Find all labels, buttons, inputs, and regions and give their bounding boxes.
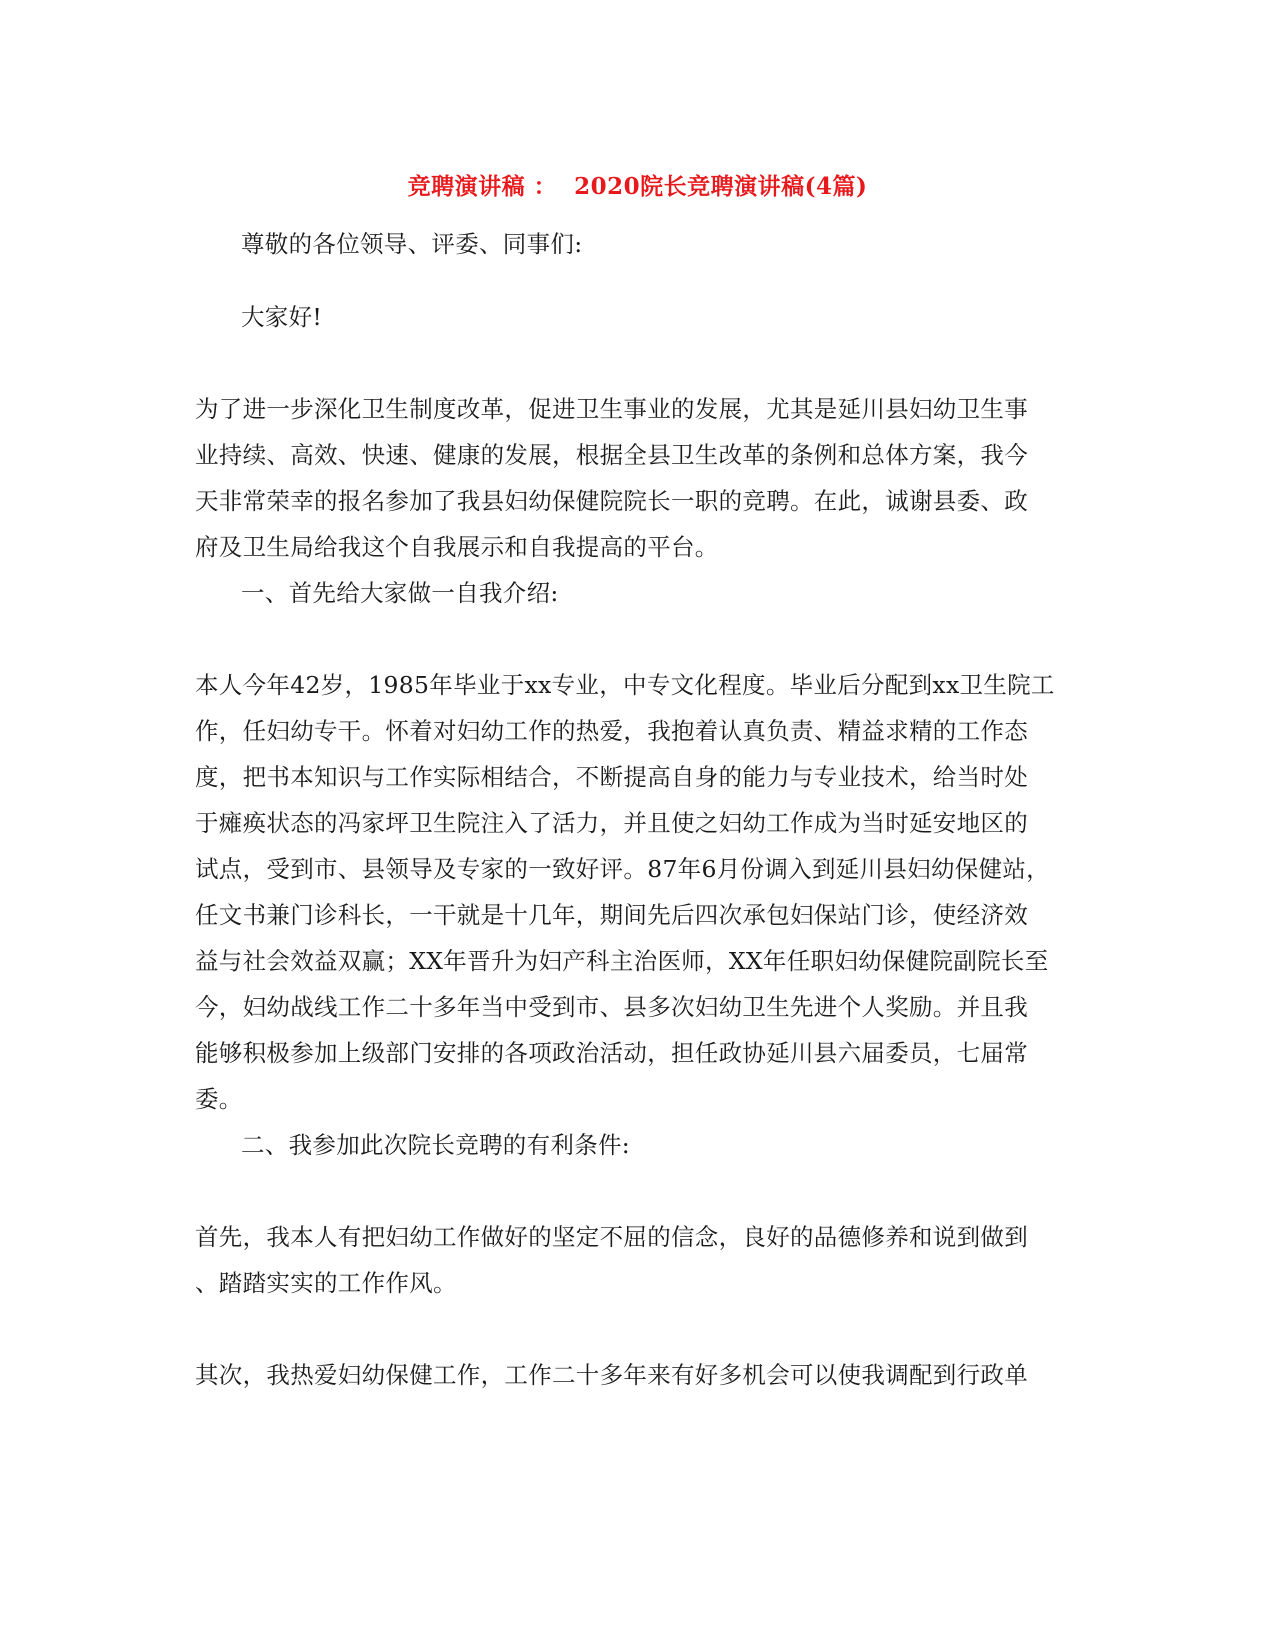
paragraph-2-line: 今，妇幼战线工作二十多年当中受到市、县多次妇幼卫生先进个人奖励。并且我 — [195, 993, 1028, 1021]
paragraph-3-line: 首先，我本人有把妇幼工作做好的坚定不屈的信念，良好的品德修养和说到做到 — [195, 1223, 1028, 1251]
paragraph-2-line: 益与社会效益双赢；XX年晋升为妇产科主治医师，XX年任职妇幼保健院副院长至 — [195, 947, 1049, 975]
paragraph-4-line: 其次，我热爱妇幼保健工作，工作二十多年来有好多机会可以使我调配到行政单 — [195, 1361, 1028, 1389]
paragraph-2-line: 任文书兼门诊科长，一干就是十几年，期间先后四次承包妇保站门诊，使经济效 — [195, 901, 1028, 929]
paragraph-2-line: 试点，受到市、县领导及专家的一致好评。87年6月份调入到延川县妇幼保健站， — [195, 855, 1050, 883]
paragraph-3-line: 、踏踏实实的工作作风。 — [195, 1269, 457, 1297]
paragraph-2-line: 度，把书本知识与工作实际相结合，不断提高自身的能力与专业技术，给当时处 — [195, 763, 1028, 791]
section-heading-1: 一、首先给大家做一自我介绍: — [241, 579, 559, 607]
greeting-line: 尊敬的各位领导、评委、同事们: — [241, 230, 583, 258]
paragraph-1-line: 为了进一步深化卫生制度改革，促进卫生事业的发展，尤其是延川县妇幼卫生事 — [195, 395, 1028, 423]
paragraph-1-line: 天非常荣幸的报名参加了我县妇幼保健院院长一职的竞聘。在此，诚谢县委、政 — [195, 487, 1028, 515]
paragraph-2-line: 能够积极参加上级部门安排的各项政治活动，担任政协延川县六届委员，七届常 — [195, 1039, 1028, 1067]
paragraph-2-line: 于瘫痪状态的冯家坪卫生院注入了活力，并且使之妇幼工作成为当时延安地区的 — [195, 809, 1028, 837]
document-title: 竞聘演讲稿 ： 2020院长竞聘演讲稿(4篇) — [407, 173, 868, 200]
section-heading-2: 二、我参加此次院长竞聘的有利条件: — [241, 1131, 631, 1159]
paragraph-2-line: 作，任妇幼专干。怀着对妇幼工作的热爱，我抱着认真负责、精益求精的工作态 — [195, 717, 1028, 745]
paragraph-2-line: 本人今年42岁，1985年毕业于xx专业，中专文化程度。毕业后分配到xx卫生院工 — [195, 671, 1055, 699]
paragraph-1-line: 府及卫生局给我这个自我展示和自我提高的平台。 — [195, 533, 719, 561]
paragraph-1-line: 业持续、高效、快速、健康的发展，根据全县卫生改革的条例和总体方案，我今 — [195, 441, 1028, 469]
hello-line: 大家好! — [241, 303, 323, 331]
paragraph-2-line: 委。 — [195, 1085, 243, 1113]
